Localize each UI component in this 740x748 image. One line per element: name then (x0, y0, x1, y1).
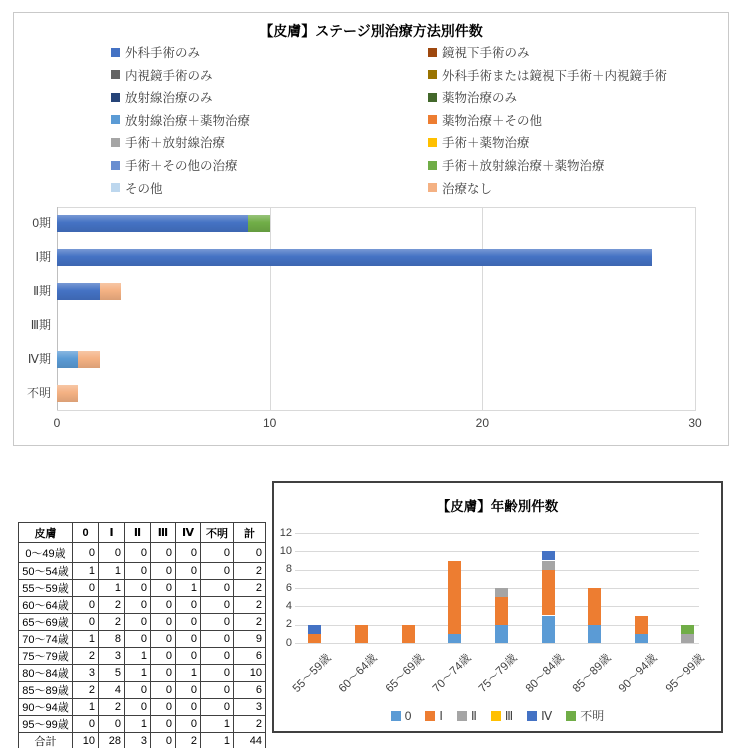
table-value-cell: 3 (234, 699, 266, 716)
legend-item-label: 手術＋その他の治療 (125, 159, 238, 173)
bar-segment (588, 588, 601, 625)
table-value-cell: 1 (176, 580, 201, 597)
table-value-cell: 1 (176, 665, 201, 682)
table-row (19, 733, 266, 748)
legend-item (111, 180, 163, 196)
legend-item-label: 不明 (580, 709, 605, 723)
table-value-cell: 1 (125, 665, 151, 682)
table-value-cell: 0 (176, 597, 201, 614)
table-value-cell: 6 (234, 682, 266, 699)
legend-item (111, 44, 200, 60)
table-value-cell: 0 (125, 682, 151, 699)
table-value-cell: 1 (73, 563, 99, 580)
stage-treatment-chart (13, 12, 729, 446)
gridline-y-0 (295, 643, 699, 644)
table-value-cell: 1 (73, 631, 99, 648)
table-header-cell: 0 (73, 523, 99, 543)
table-value-cell: 0 (151, 665, 176, 682)
table-value-cell: 2 (234, 580, 266, 597)
table-row-label-cell: 50～54歳 (19, 563, 73, 580)
table-value-cell: 1 (99, 580, 125, 597)
table-row (19, 699, 266, 716)
table-value-cell: 0 (151, 631, 176, 648)
table-value-cell: 2 (234, 597, 266, 614)
y-tick-label: 6 (285, 581, 292, 594)
legend-swatch-icon (527, 711, 537, 721)
table-row-label-cell: 95～99歳 (19, 716, 73, 733)
legend-item-label: Ⅰ (439, 708, 443, 723)
table-value-cell: 0 (201, 614, 234, 631)
table-value-cell: 0 (176, 631, 201, 648)
bar-segment (448, 561, 461, 634)
legend-swatch-icon (428, 183, 437, 192)
legend-swatch-icon (428, 115, 437, 124)
table-value-cell: 1 (99, 563, 125, 580)
legend-item-label: 治療なし (442, 181, 493, 196)
bar-segment (495, 588, 508, 597)
x-axis-label: 70～74歳 (430, 652, 474, 695)
legend-swatch-icon (111, 138, 120, 147)
y-tick-label: 2 (285, 618, 292, 631)
legend-item (111, 157, 238, 173)
age-count-chart (272, 481, 723, 733)
table-value-cell: 0 (201, 699, 234, 716)
table-value-cell: 0 (176, 648, 201, 665)
table-value-cell: 0 (201, 563, 234, 580)
legend-item-label: 外科手術のみ (125, 46, 201, 60)
legend-item-label: 鏡視下手術のみ (442, 46, 530, 60)
bar-segment (448, 634, 461, 643)
table-value-cell: 4 (99, 682, 125, 699)
bar-segment (57, 249, 652, 266)
table-value-cell: 0 (151, 648, 176, 665)
bar-segment (681, 634, 694, 643)
table-row (19, 543, 266, 563)
legend-swatch-icon (566, 711, 576, 721)
legend-item (527, 707, 552, 724)
legend-item-label: Ⅱ (470, 708, 477, 723)
y-tick-label: 4 (285, 599, 292, 612)
y-tick-label: 8 (285, 563, 292, 576)
table-value-cell: 0 (201, 580, 234, 597)
legend-swatch-icon (111, 70, 120, 79)
table-value-cell: 0 (201, 631, 234, 648)
table-value-cell: 2 (99, 597, 125, 614)
legend-swatch-icon (111, 48, 120, 57)
legend-swatch-icon (428, 138, 437, 147)
table-value-cell: 0 (125, 543, 151, 563)
legend-item (391, 707, 412, 724)
stage-chart-title: 【皮膚】ステージ別治療方法別件数 (259, 23, 483, 39)
x-axis-label: 75～79歳 (477, 652, 520, 695)
bar-segment (588, 625, 601, 643)
plot-bottom-line (57, 410, 696, 411)
table-header-cell: 計 (234, 523, 266, 543)
table-value-cell: 0 (176, 682, 201, 699)
legend-item (111, 134, 225, 150)
table-row (19, 614, 266, 631)
gridline-y-8 (295, 570, 699, 571)
table-value-cell: 1 (125, 648, 151, 665)
table-value-cell: 0 (125, 631, 151, 648)
bar-segment (308, 634, 321, 643)
table-value-cell: 0 (99, 543, 125, 563)
bar-segment (635, 616, 648, 634)
x-axis-label: 95～99歳 (663, 652, 707, 695)
legend-item (425, 707, 443, 724)
table-row-label-cell: 90～94歳 (19, 699, 73, 716)
table-value-cell: 0 (73, 580, 99, 597)
table-value-cell: 1 (201, 716, 234, 733)
table-value-cell: 0 (73, 543, 99, 563)
table-value-cell: 0 (151, 563, 176, 580)
bar-segment (248, 215, 269, 232)
bar-segment (495, 625, 508, 643)
legend-item-label: 0 (404, 708, 412, 723)
table-value-cell: 2 (99, 614, 125, 631)
table-value-cell: 2 (176, 733, 201, 748)
table-value-cell: 0 (125, 563, 151, 580)
legend-swatch-icon (111, 161, 120, 170)
gridline-x-30 (695, 207, 696, 410)
table-value-cell: 0 (125, 580, 151, 597)
legend-swatch-icon (425, 711, 435, 721)
table-row-label-cell: 75～79歳 (19, 648, 73, 665)
legend-item-label: 薬物治療＋その他 (442, 113, 543, 128)
age-chart-legend (274, 707, 721, 724)
legend-swatch-icon (457, 711, 467, 721)
y-tick-label: 10 (279, 544, 292, 557)
bar-segment (78, 351, 99, 368)
table-value-cell: 8 (99, 631, 125, 648)
table-header-row (19, 523, 266, 543)
table-value-cell: 2 (73, 648, 99, 665)
table-value-cell: 0 (151, 543, 176, 563)
legend-item (111, 89, 213, 105)
legend-item-label: Ⅳ (541, 708, 553, 723)
table-row (19, 716, 266, 733)
plot-top-line (57, 207, 696, 208)
bar-segment (542, 561, 555, 570)
table-value-cell: 2 (234, 716, 266, 733)
x-axis-label: 90～94歳 (617, 652, 660, 695)
gridline-x-20 (482, 207, 483, 410)
category-label: Ⅲ期 (30, 317, 51, 332)
bar-segment (57, 215, 248, 232)
bar-segment (57, 283, 100, 300)
table-value-cell: 0 (201, 543, 234, 563)
table-value-cell: 0 (201, 682, 234, 699)
x-tick-label: 30 (688, 416, 702, 430)
legend-item (491, 707, 513, 724)
legend-item-label: その他 (125, 181, 163, 196)
bar-segment (355, 625, 368, 643)
age-stage-table (18, 522, 266, 748)
gridline-x-10 (270, 207, 271, 410)
table-row-label-cell: 70～74歳 (19, 631, 73, 648)
category-label: 不明 (26, 385, 51, 400)
table-row (19, 682, 266, 699)
legend-swatch-icon (428, 70, 437, 79)
table-header-cell: Ⅳ (176, 523, 201, 543)
table-row-label-cell: 合計 (19, 733, 73, 748)
bar-segment (57, 351, 78, 368)
x-axis-label: 60～64歳 (337, 652, 380, 695)
legend-item-label: Ⅲ (504, 708, 514, 723)
bar-segment (308, 625, 321, 634)
table-value-cell: 0 (201, 648, 234, 665)
legend-item (566, 707, 604, 724)
age-chart-title: 【皮膚】年齢別件数 (436, 499, 559, 514)
table-value-cell: 44 (234, 733, 266, 748)
table-row (19, 665, 266, 682)
category-label: Ⅰ期 (35, 250, 51, 265)
table-value-cell: 0 (125, 699, 151, 716)
legend-swatch-icon (111, 93, 120, 102)
table-value-cell: 0 (151, 699, 176, 716)
table-header-cell: Ⅲ (151, 523, 176, 543)
legend-swatch-icon (428, 93, 437, 102)
x-axis-label: 65～69歳 (383, 652, 427, 695)
bar-segment (635, 634, 648, 643)
table-value-cell: 3 (99, 648, 125, 665)
table-value-cell: 2 (234, 614, 266, 631)
x-tick-label: 10 (262, 416, 277, 430)
table-value-cell: 0 (73, 597, 99, 614)
legend-swatch-icon (428, 48, 437, 57)
table-value-cell: 0 (151, 682, 176, 699)
table-row-label-cell: 85～89歳 (19, 682, 73, 699)
table-row (19, 631, 266, 648)
table-value-cell: 28 (99, 733, 125, 748)
legend-swatch-icon (111, 115, 120, 124)
table-value-cell: 0 (176, 716, 201, 733)
legend-item-label: 内視鏡手術のみ (125, 68, 213, 83)
table-value-cell: 5 (99, 665, 125, 682)
bar-segment (100, 283, 121, 300)
gridline-x-0 (57, 207, 58, 410)
legend-item-label: 外科手術または鏡視下手術＋内視鏡手術 (442, 68, 668, 83)
legend-item-label: 手術＋薬物治療 (442, 136, 530, 151)
bar-segment (542, 616, 555, 644)
table-value-cell: 3 (125, 733, 151, 748)
table-value-cell: 1 (73, 699, 99, 716)
category-label: 0期 (32, 216, 51, 231)
bar-segment (542, 570, 555, 616)
table-value-cell: 0 (99, 716, 125, 733)
table-value-cell: 2 (73, 682, 99, 699)
x-tick-label: 20 (475, 416, 489, 430)
x-axis-label: 85～89歳 (570, 652, 614, 695)
table-value-cell: 0 (176, 614, 201, 631)
legend-item (428, 134, 530, 150)
table-value-cell: 0 (151, 580, 176, 597)
table-header-cell: 不明 (201, 523, 234, 543)
table-value-cell: 10 (234, 665, 266, 682)
legend-item-label: 手術＋放射線治療 (125, 136, 226, 151)
category-label: Ⅱ期 (33, 284, 51, 299)
table-row (19, 597, 266, 614)
gridline-y-12 (295, 533, 699, 534)
table-row (19, 580, 266, 597)
table-row-label-cell: 0～49歳 (19, 543, 73, 563)
table-header-cell: Ⅱ (125, 523, 151, 543)
table-value-cell: 0 (151, 614, 176, 631)
legend-item (428, 89, 517, 105)
table-value-cell: 0 (176, 699, 201, 716)
legend-item (111, 112, 250, 128)
table-value-cell: 0 (151, 716, 176, 733)
legend-swatch-icon (428, 161, 437, 170)
table-value-cell: 0 (201, 597, 234, 614)
table-value-cell: 1 (201, 733, 234, 748)
legend-item-label: 放射線治療のみ (125, 91, 213, 106)
bar-segment (681, 625, 694, 634)
legend-item-label: 手術＋放射線治療＋薬物治療 (442, 159, 605, 173)
table-row-label-cell: 80～84歳 (19, 665, 73, 682)
y-tick-label: 12 (279, 526, 292, 539)
x-axis-label: 80～84歳 (523, 652, 567, 695)
legend-swatch-icon (391, 711, 401, 721)
legend-item (457, 707, 477, 724)
legend-swatch-icon (111, 183, 120, 192)
table-row-label-cell: 55～59歳 (19, 580, 73, 597)
legend-item (428, 44, 530, 60)
bar-segment (542, 551, 555, 560)
table-row (19, 648, 266, 665)
table-header-cell: 皮膚 (19, 523, 73, 543)
gridline-y-10 (295, 551, 699, 552)
table-value-cell: 0 (234, 543, 266, 563)
table-value-cell: 0 (176, 543, 201, 563)
table-value-cell: 0 (125, 597, 151, 614)
table-value-cell: 1 (125, 716, 151, 733)
legend-item (111, 67, 213, 83)
table-value-cell: 0 (151, 733, 176, 748)
table-row-label-cell: 65～69歳 (19, 614, 73, 631)
table-value-cell: 9 (234, 631, 266, 648)
table-value-cell: 0 (176, 563, 201, 580)
table-header-cell: Ⅰ (99, 523, 125, 543)
x-axis-label: 55～59歳 (290, 652, 334, 695)
table-row (19, 563, 266, 580)
legend-item-label: 放射線治療＋薬物治療 (125, 113, 251, 128)
table-value-cell: 10 (73, 733, 99, 748)
table-value-cell: 0 (125, 614, 151, 631)
table-value-cell: 0 (73, 716, 99, 733)
legend-item (428, 67, 667, 83)
table-row-label-cell: 60～64歳 (19, 597, 73, 614)
table-value-cell: 0 (73, 614, 99, 631)
legend-item (428, 157, 605, 173)
y-tick-label: 0 (285, 636, 292, 649)
table-value-cell: 2 (99, 699, 125, 716)
legend-swatch-icon (491, 711, 501, 721)
table-value-cell: 2 (234, 563, 266, 580)
legend-item-label: 薬物治療のみ (442, 91, 518, 106)
bar-segment (495, 597, 508, 625)
bar-segment (57, 385, 78, 402)
bar-segment (402, 625, 415, 643)
table-value-cell: 0 (151, 597, 176, 614)
category-label: Ⅳ期 (27, 351, 51, 366)
table-value-cell: 0 (201, 665, 234, 682)
table-value-cell: 6 (234, 648, 266, 665)
legend-item (428, 112, 542, 128)
legend-item (428, 180, 492, 196)
x-tick-label: 0 (53, 416, 61, 430)
table-value-cell: 3 (73, 665, 99, 682)
